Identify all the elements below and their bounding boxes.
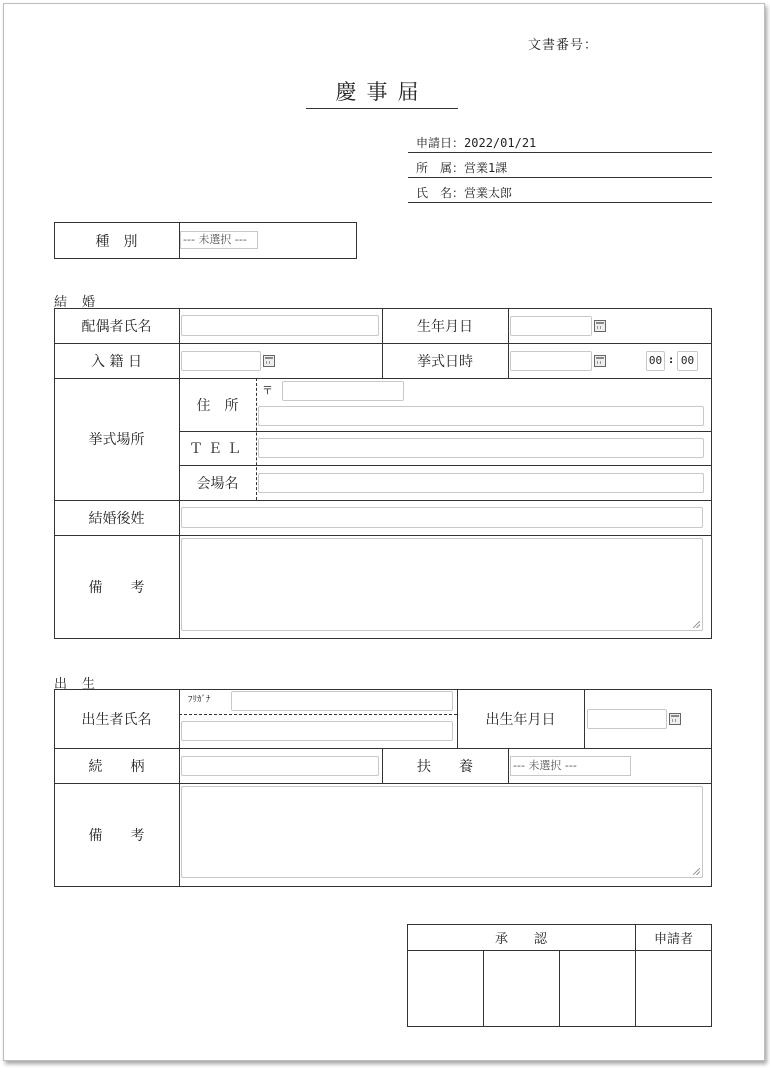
department-label: 所 属： (416, 161, 465, 175)
hall-name-input[interactable] (258, 473, 704, 493)
child-name-input[interactable] (181, 721, 453, 741)
relation-label: 続 柄 (88, 758, 145, 775)
child-birth-date-label: 出生年月日 (485, 711, 556, 728)
furigana-label: ﾌﾘｶﾞﾅ (188, 695, 211, 705)
application-date-row (408, 133, 712, 153)
department-row (408, 158, 712, 178)
venue-label: 挙式場所 (88, 432, 145, 448)
calendar-icon[interactable] (594, 355, 606, 367)
applicant-label: 申請者 (653, 931, 693, 947)
spouse-name-label: 配偶者氏名 (81, 318, 152, 335)
spouse-birth-date-input[interactable] (510, 316, 592, 336)
dependent-label: 扶 養 (417, 758, 473, 775)
page-title: 慶事届 (306, 76, 458, 109)
name-row (408, 183, 712, 203)
marriage-remarks-textarea[interactable] (181, 538, 703, 631)
address-input[interactable] (258, 406, 704, 426)
birth-remarks-textarea[interactable] (181, 786, 703, 878)
spouse-name-input[interactable] (181, 315, 379, 336)
child-birth-date-input[interactable] (587, 709, 667, 729)
approval-label: 承 認 (494, 931, 547, 947)
married-surname-label: 結婚後姓 (88, 510, 145, 527)
hall-name-label: 会場名 (196, 475, 239, 492)
category-select[interactable]: --- 未選択 --- (180, 231, 258, 249)
resize-handle-icon[interactable] (693, 868, 700, 875)
postal-mark: 〒 (262, 384, 273, 397)
department-value: 営業1課 (464, 161, 508, 175)
birth-section-title: 出 生 (54, 677, 97, 692)
calendar-icon[interactable] (669, 713, 681, 725)
time-separator: : (667, 353, 675, 366)
married-surname-input[interactable] (181, 507, 703, 528)
ceremony-datetime-label: 挙式日時 (417, 353, 473, 370)
name-label: 氏 名： (416, 186, 465, 200)
calendar-icon[interactable] (263, 355, 275, 367)
ceremony-hour-input[interactable]: 00 (646, 351, 665, 371)
registration-date-input[interactable] (181, 351, 261, 371)
category-label: 種 別 (95, 233, 138, 250)
child-name-label: 出生者氏名 (81, 711, 152, 728)
birth-remarks-label: 備 考 (88, 828, 145, 844)
document-number-label: 文書番号： (528, 38, 599, 53)
registration-date-label: 入 籍 日 (91, 353, 142, 370)
marriage-section-title: 結 婚 (54, 295, 97, 310)
calendar-icon[interactable] (594, 320, 606, 332)
resize-handle-icon[interactable] (693, 621, 700, 628)
ceremony-minute-input[interactable]: 00 (677, 351, 698, 371)
application-date-value: 2022/01/21 (464, 136, 537, 150)
name-value: 営業太郎 (464, 186, 513, 200)
address-label: 住 所 (196, 397, 239, 414)
application-date-label: 申請日： (416, 136, 465, 150)
spouse-birth-date-label: 生年月日 (417, 318, 473, 335)
tel-label: ＴＥＬ (189, 441, 246, 457)
tel-input[interactable] (258, 438, 704, 458)
marriage-remarks-label: 備 考 (88, 580, 145, 596)
postal-code-input[interactable] (282, 381, 404, 401)
relation-input[interactable] (181, 756, 379, 776)
furigana-input[interactable] (231, 691, 453, 711)
dependent-select[interactable]: --- 未選択 --- (510, 756, 631, 776)
ceremony-date-input[interactable] (510, 351, 592, 371)
